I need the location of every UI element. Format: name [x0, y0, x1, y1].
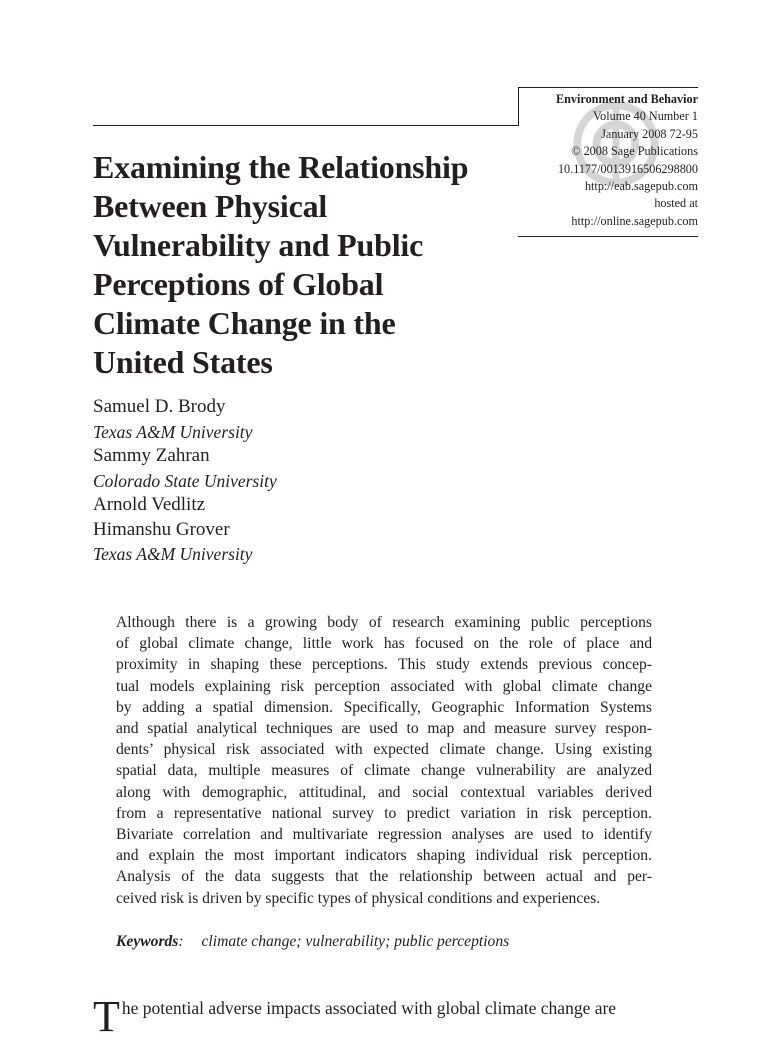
- abstract-line: along with demographic, attitudinal, and social contextual variables derived: [116, 783, 652, 801]
- journal-info: [520, 91, 698, 230]
- author-affiliation: Texas A&M University: [93, 421, 253, 442]
- title-line: Climate Change in the: [93, 305, 396, 341]
- author-name: Sammy Zahran: [93, 445, 210, 466]
- journal-doi: 10.1177/0013916506298800: [557, 161, 698, 176]
- title-line: Vulnerability and Public: [93, 227, 424, 263]
- journal-copyright: © 2008 Sage Publications: [571, 144, 698, 159]
- journal-url[interactable]: http://eab.sagepub.com: [584, 179, 698, 194]
- header-rule-left: [93, 125, 518, 126]
- author-affiliation: Colorado State University: [93, 470, 277, 491]
- author-affiliation: Texas A&M University: [93, 544, 253, 564]
- abstract-line: tual models explaining risk perception associated with global climate change: [116, 677, 652, 695]
- author-name: Himanshu Grover: [93, 518, 230, 540]
- author-name: Arnold Vedlitz: [93, 494, 206, 515]
- keywords-label: Keywords: [116, 933, 179, 950]
- keywords: [116, 931, 509, 952]
- abstract: [116, 612, 652, 909]
- abstract-line: proximity in shaping these perceptions. This study extends previous concep-: [116, 656, 652, 674]
- journal-box-top-rule: [518, 87, 698, 88]
- body-first-line: he potential adverse impacts associated with global climate change are: [121, 998, 617, 1018]
- title-line: United States: [93, 344, 273, 380]
- abstract-line: and spatial analytical techniques are used to map and measure survey respon-: [116, 720, 652, 738]
- abstract-line: from a representative national survey to predict variation in risk perception.: [116, 804, 652, 822]
- drop-cap: T: [93, 992, 120, 1041]
- journal-hosted-label: hosted at: [654, 196, 698, 211]
- abstract-line: of global climate change, little work has focused on the role of place and: [116, 635, 652, 653]
- title-line: Examining the Relationship: [93, 149, 469, 185]
- abstract-line: Although there is a growing body of research examining public perceptions: [116, 614, 652, 631]
- author-list: [93, 395, 277, 567]
- title-line: Between Physical: [93, 188, 328, 224]
- abstract-line: Analysis of the data suggests that the relationship between actual and per-: [116, 868, 652, 886]
- journal-volume: Volume 40 Number 1: [592, 109, 698, 124]
- abstract-line: spatial data, multiple measures of climate change vulnerability are analyzed: [116, 762, 652, 780]
- abstract-line: dents’ physical risk associated with expected climate change. Using existing: [116, 741, 652, 759]
- author-name: Samuel D. Brody: [93, 396, 226, 417]
- journal-name: Environment and Behavior: [556, 92, 698, 106]
- abstract-line: Bivariate correlation and multivariate regression analyses are used to identify: [116, 826, 652, 844]
- abstract-line: and explain the most important indicators shaping individual risk perception.: [116, 847, 652, 865]
- article-title: [93, 148, 523, 382]
- journal-box-bottom-rule: [518, 236, 698, 237]
- abstract-line: ceived risk is driven by specific types of physical conditions and experiences.: [116, 889, 601, 907]
- body-paragraph: [93, 992, 677, 1041]
- abstract-line: by adding a spatial dimension. Specifically, Geographic Information Systems: [116, 698, 652, 716]
- journal-host-url[interactable]: http://online.sagepub.com: [571, 213, 698, 228]
- title-line: Perceptions of Global: [93, 266, 384, 302]
- journal-date-pages: January 2008 72-95: [601, 126, 698, 141]
- journal-box-left-rule: [518, 87, 519, 126]
- keywords-colon: :: [178, 933, 184, 950]
- keywords-list: climate change; vulnerability; public perceptions: [201, 933, 510, 950]
